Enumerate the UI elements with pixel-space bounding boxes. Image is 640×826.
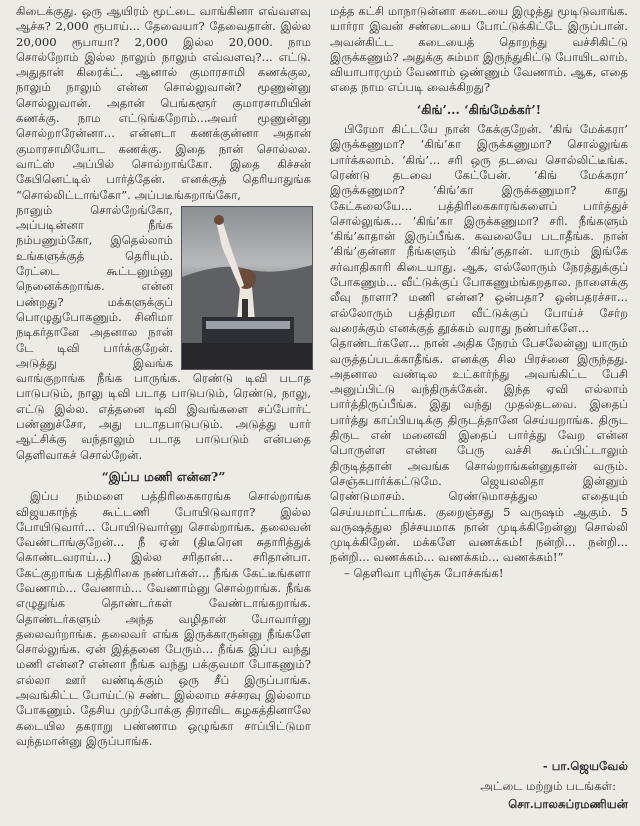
paragraph: பிரேமா கிட்டயே நான் கேக்குறேன். ‘கிங் மேக்கரா’ இருக்கணுமா? ‘கிங்’கா இருக்கணுமா? சொல்லுங்க பார்க்கலாம். ‘கிங்’... சரி ஒரு தடவை சொல்லிட்டீங்க. ரெண்டு தடவை கேட்பேன். ‘கிங் மேக்கரா’ இருக்கணுமா? ‘கிங்’கா இருக்கணுமா? காது கேட்கலையே... பத்திரிகைகாரங்களைப் பார்த்துச் சொல்லுங்க... ‘கிங்’கா இருக்கணுமா? சரி. நீங்களும் ‘கிங்’காதான் இருப்பீங்க. கவலையே படாதீங்க. நான் ‘கிங்’குன்னா நீங்களும் ‘கிங்’குதான். யாரும் இங்கே சர்வாதிகாரி கிடையாது. ஆக, எல்லோரும் நேரத்துக்குப் போகணும்... வீட்டுக்குப் போகணும்ங்கறதால. நாளைக்கு லீவு நாளா? மணி என்ன? ஒன்பதா? ஒன்பதரச்சா... எல்லோரும் பத்திரமா வீட்டுக்குப் போய்ச் சேர்ற வரைக்கும் எனக்குத் தூக்கம் வராது நண்பர்களே...: [330, 122, 628, 335]
section-heading: “இப்ப மணி என்ன?”: [101, 468, 226, 484]
paragraph: நானும் சொல்றேங்கோ, அப்படின்னா நீங்க நம்பணும்கோ, இதெல்லாம் உங்களுக்குத் தெரியும். ரேட்டை கூட்டனும்னு நெனைக்கறாங்க. என்ன பண்றது? மக்களுக்குப் பொழுதுபோகணும். சினிமா நடிகர்தானே அதனால நான் டே டிவி பார்க்குறேன். அடுத்து இவங்க வாங்குறாங்க நீங்க பாருங்க. ரெண்டு டிவி படாத பாடுபடும், நாலு டிவி படாத பாடுபடும், ரெண்டு, நாலு, எட்டு இல்ல. எத்தனை டிவி இவங்களை சப்போர்ட் பண்ணுச்சோ, அது படாதபாடுபடும். அடுத்து யார் ஆட்சிக்கு வந்தாலும் படாத பாடுபடும் என்பதை தெளிவாகச் சொல்றேன்.: [16, 202, 311, 462]
paragraph: தொண்டர்களே... நான் அதிக நேரம் பேசலேன்னு யாரும் வருத்தப்படக்காதீங்க. எனக்கு சில பிரச்னை இருந்தது. அதனால வண்டில உட்கார்ந்து அவங்கிட்ட பேசி அனுப்பிட்டு வந்திருக்கேன். இந்த ஏவி எல்லாம் பார்த்திருப்பீங்க. இது வந்து முதல்தடவை. இதைப் பார்த்து காப்பியடிக்கு திருடத்தானே செய்யறாங்க. திருட திருட என் மனைவி இதைப் பார்த்து வேற என்ன பொருள்ள என்ன பேரு வச்சி கூப்பிட்டாலும் திருடித்தான் அவங்க சொல்றாங்கன்னுதான் வரும். செஞ்சுபார்க்கட்டுமே. ஜெயலலிதா இன்னும் ரெண்டுமாசம். ரெண்டுமாசத்துல எதையும் செய்யமாட்டாங்க. குறைஞ்சது 5 வருஷம் ஆகும். 5 வருஷத்துல நிச்சயமாக நான் முடிக்கிறேன்னு சொல்லி முடிக்கிறேன். மக்களே வணக்கம்! நன்றி... நன்றி... நன்றி... வணக்கம்... வணக்கம்... வணக்கம்!”: [330, 336, 628, 565]
author-credit: - பா.ஜெயவேல்: [542, 758, 628, 773]
section-heading: ‘கிங்’... ‘கிங்மேக்கர்’!: [416, 101, 542, 117]
paragraph: இப்ப நம்மளை பத்திரிகைகாரங்க சொல்றாங்க விஜயகாந்த் கூட்டணி போயிடுவாரா? இல்ல போயிடுவார்... போயிடுவார்னு சொல்றாங்க. தலைவன் வேண்டாங்குறேன்... நீ ஏன் (திடீரென சுதாரித்துக் கொண்டவராய்...) இல்ல சரிதான்... சரிதான்பா. கேட்குறாங்க பத்திரிகை நண்பர்கள்... நீங்க கேட்டீங்களா வேணாம்... வேணாம்... வேணாம்னு சொல்றாங்க. நீங்க எழுதுங்க தொண்டர்கள் வேண்டாங்கறாங்க. தொண்டர்களும் அந்த வழிதான் போவார்னு தலைவர்றாங்க. தலைவர் எங்க இருக்காருன்னு நீங்களே சொல்லுங்க. ஏன் இத்தனை பேரும்... நீங்க இப்ப வந்து மணி என்ன? என்னா நீங்க வந்து பக்குவமா போகணும்? எல்லா ஊர் வண்டிக்கும் ஒரு சீப் இருப்பாங்க. அவங்கிட்ட போய்ட்டு சண்ட இல்லாம சச்சரவு இல்லாம போகணும். தேசிய முற்போக்கு திராவிட கழகத்தினாலே கடையில தகராறு பண்ணாம ஒழுங்கா சாப்பிட்டுமா வந்தமான்னு இருப்பாங்க.: [16, 489, 311, 748]
photo-frame: [181, 206, 311, 368]
speaker-photo: [181, 206, 313, 370]
speaker-illustration: [182, 207, 312, 369]
paragraph: கிடைக்குது. ஒரு ஆயிரம் மூட்டை வாங்கினா எவ்வளவு ஆச்சு? 2,000 ரூபாய்... தேவையா? தேவைதான். இல்ல 20,000 ரூபாயா? 2,000 இல்ல 20,000. நாம சொல்றோம் இல்ல நாலும் நாலும் எவ்வளவு?... எட்டு. அதுதான் கிரைக்ட். ஆனால் குமாரசாமி கணக்குல, நாலும் நாலும் என்ன சொல்லுவான்? மூணுன்னு சொல்லுவான். அதான் பெங்களூர் குமாரசாமியின் கணக்கு. நாம எட்டுங்கறோம்...அவா் மூணுன்னு சொல்றாரேன்னா... என்னடா கணக்குன்னா அதான் குமாரசாமியோட கணக்கு. இதை நான் சொல்லல. வாட்ஸ் அப்பில் சொல்றாங்கோ. இதை கிச்சன் கேபினெட்டில் பார்த்தேன். எனக்குத் தெரியாதுங்க “சொல்லிட்டாங்கோ”. அப்படீங்கறாங்கோ,: [16, 4, 311, 202]
paragraph: மத்த கட்சி மாநாடுன்னா கடையை இழுத்து மூடிடுவாங்க. யார்ரா இவன் சண்டையை போட்டுக்கிட்டே இருப்பான். அவன்கிட்ட கடையைத் தொறந்து வச்சிகிட்டு இருக்கணும்? அதுக்கு சும்மா இருந்துகிட்டு போயிடலாம். வியாபாரமும் வேணாம் ஒண்ணும் வேணாம். ஆக, எதை எதை நாம எப்படி வைக்கிறது?: [330, 4, 628, 95]
photo-credit-name: சொ.பாலசுப்ரமணியன்: [508, 796, 628, 811]
right-column: [330, 4, 628, 581]
left-column: [16, 4, 311, 749]
photo-credit-label: அட்டை மற்றும் படங்கள்:: [480, 778, 616, 793]
closing-line: – தெளிவா புரிஞ்சு போச்சுங்க!: [344, 565, 504, 580]
